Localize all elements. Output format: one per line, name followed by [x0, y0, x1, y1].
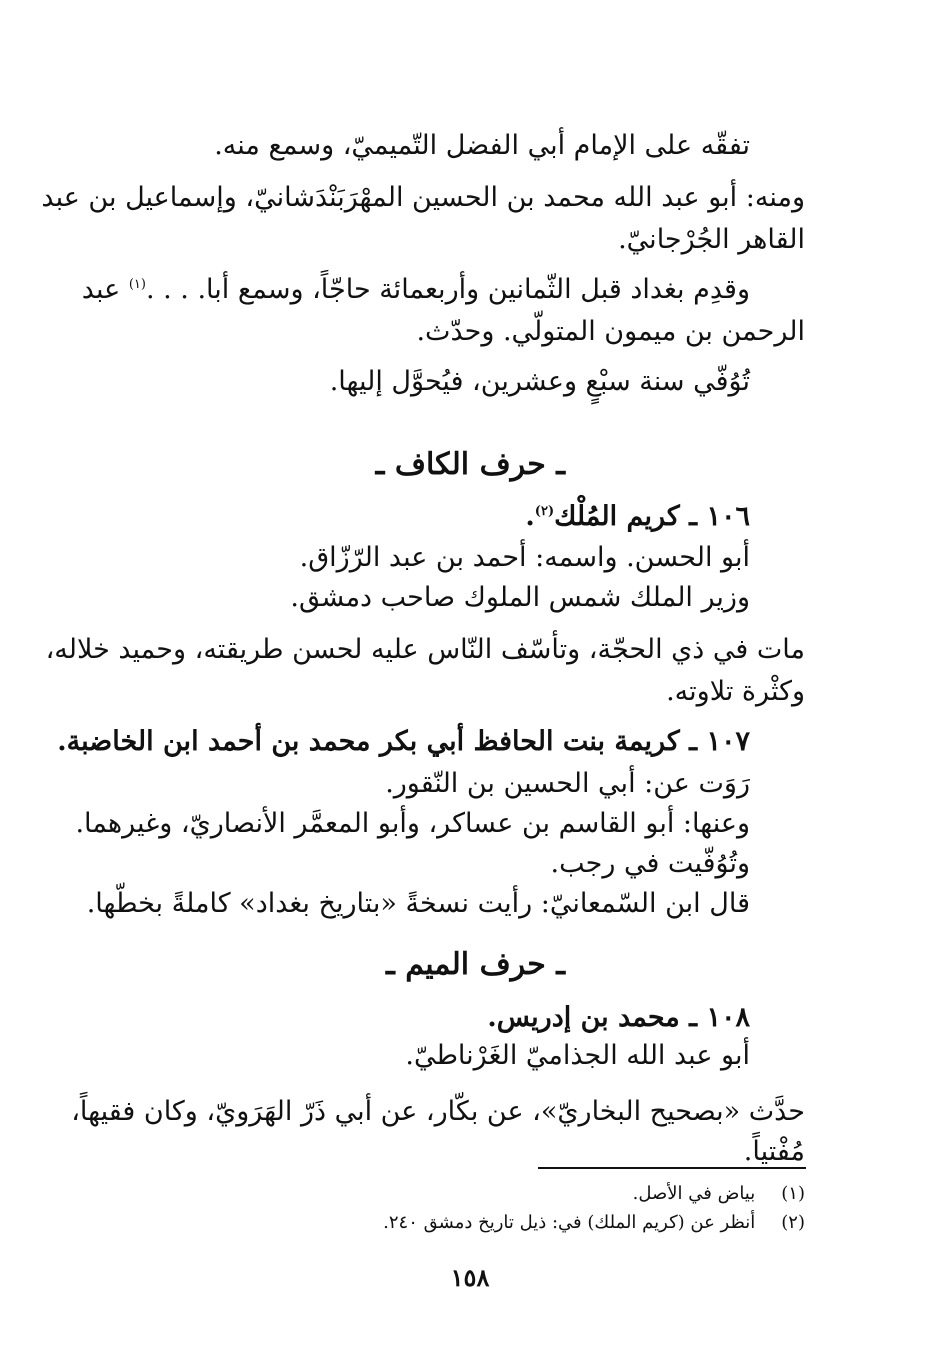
footnote-divider: [538, 1167, 806, 1169]
footnote-number: (٢): [781, 1212, 805, 1233]
footnote-text: بياض في الأصل.: [632, 1183, 756, 1204]
page-number: ١٥٨: [450, 1263, 490, 1292]
text-line: تُوُفّي سنة سبْعٍ وعشرين، فيُحوَّل إليها.: [329, 366, 750, 397]
text-line: مُفْتياً.: [743, 1136, 805, 1167]
footnote-text: أنظر عن (كريم الملك) في: ذيل تاريخ دمشق ٢٤٠.: [383, 1212, 756, 1233]
entry-title: ١٠٨ ـ محمد بن إدريس.: [487, 1002, 750, 1033]
entry-title: ١٠٧ ـ كريمة بنت الحافظ أبي بكر محمد بن أحمد ابن الخاضبة.: [57, 726, 750, 757]
section-heading: ـ حرف الميم ـ: [386, 947, 565, 982]
text-line: أبو الحسن. واسمه: أحمد بن عبد الرّزّاق.: [299, 542, 750, 573]
footnote-number: (١): [781, 1183, 805, 1204]
footnote: [383, 1210, 805, 1236]
text-line: وكثْرة تلاوته.: [666, 676, 805, 707]
text-line: ومنه: أبو عبد الله محمد بن الحسين المهْرَبَنْدَشانيّ، وإسماعيل بن عبد: [41, 182, 805, 213]
text-line: وتُوُفّيت في رجب.: [550, 848, 750, 879]
text-line: وقدِم بغداد قبل الثّمانين وأربعمائة حاجّاً، وسمع أبا. . . .$^{(١)}$ عبد: [81, 274, 750, 305]
text-line: قال ابن السّمعانيّ: رأيت نسخةً «بتاريخ بغداد» كاملةً بخطّها.: [86, 888, 750, 919]
section-heading: ـ حرف الكاف ـ: [375, 447, 565, 482]
text-line: تفقّه على الإمام أبي الفضل التّميميّ، وسمع منه.: [214, 130, 750, 161]
text-line: حدَّث «بصحيح البخاريّ»، عن بكّار، عن أبي ذَرّ الهَرَويّ، وكان فقيهاً،: [71, 1096, 805, 1127]
footnote-marker: (٢): [534, 504, 555, 519]
text-line: مات في ذي الحجّة، وتأسّف النّاس عليه لحسن طريقته، وحميد خلاله،: [45, 634, 805, 665]
footnote-marker: (١): [128, 277, 146, 292]
entry-title: ١٠٦ ـ كريم المُلْك$^{(٢)}$.: [525, 501, 750, 532]
text-line: أبو عبد الله الجذاميّ الغَرْناطيّ.: [405, 1040, 750, 1071]
footnote: [633, 1181, 805, 1207]
text-line: وعنها: أبو القاسم بن عساكر، وأبو المعمَّر الأنصاريّ، وغيرهما.: [75, 808, 750, 839]
text-line: القاهر الجُرْجانيّ.: [618, 224, 805, 255]
text-line: الرحمن بن ميمون المتولّي. وحدّث.: [416, 316, 805, 347]
text-line: رَوَت عن: أبي الحسين بن النّقور.: [385, 768, 750, 799]
text-line: وزير الملك شمس الملوك صاحب دمشق.: [290, 582, 750, 613]
